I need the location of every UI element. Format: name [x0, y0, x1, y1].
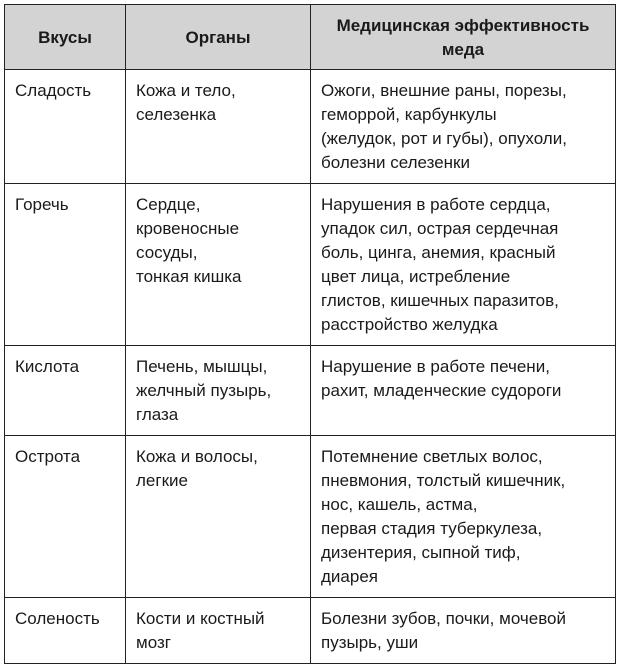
cell-taste: Острота	[5, 436, 126, 598]
table-header-row	[5, 5, 616, 70]
cell-honey-effect-line: дизентерия, сыпной тиф,	[321, 543, 521, 562]
cell-honey-effect-line: упадок сил, острая сердечная	[321, 219, 559, 238]
cell-taste: Сладость	[5, 70, 126, 184]
cell-honey-effect-line: пневмония, толстый кишечник,	[321, 471, 566, 490]
cell-honey-effect-line: первая стадия туберкулеза,	[321, 519, 543, 538]
cell-taste: Горечь	[5, 184, 126, 346]
header-tastes: Вкусы	[5, 5, 126, 70]
cell-honey-effect	[311, 346, 616, 436]
honey-taste-table	[4, 4, 616, 664]
header-organs: Органы	[126, 5, 311, 70]
cell-honey-effect	[311, 184, 616, 346]
cell-organs-line: кровеносные	[136, 219, 240, 238]
cell-honey-effect-line: (желудок, рот и губы), опухоли,	[321, 129, 567, 148]
cell-honey-effect-line: пузырь, уши	[321, 633, 419, 652]
cell-organs-line: селезенка	[136, 105, 217, 124]
cell-organs-line: Кости и костный	[136, 609, 265, 628]
cell-organs-line: тонкая кишка	[136, 267, 242, 286]
cell-honey-effect	[311, 70, 616, 184]
cell-honey-effect-line: Болезни зубов, почки, мочевой	[321, 609, 566, 628]
cell-organs-line: Печень, мышцы,	[136, 357, 268, 376]
cell-organs-line: желчный пузырь,	[136, 381, 272, 400]
header-honey-effect	[311, 5, 616, 70]
cell-taste: Соленость	[5, 598, 126, 664]
cell-honey-effect-line: нос, кашель, астма,	[321, 495, 478, 514]
cell-organs-line: мозг	[136, 633, 171, 652]
cell-honey-effect-line: болезни селезенки	[321, 153, 470, 172]
cell-honey-effect	[311, 598, 616, 664]
cell-honey-effect-line: цвет лица, истребление	[321, 267, 511, 286]
cell-organs-line: Сердце,	[136, 195, 201, 214]
cell-organs-line: легкие	[136, 471, 188, 490]
cell-honey-effect-line: Нарушение в работе печени,	[321, 357, 550, 376]
cell-organs-line: сосуды,	[136, 243, 198, 262]
cell-honey-effect-line: диарея	[321, 567, 378, 586]
header-honey-effect-line-2: меда	[441, 40, 485, 59]
cell-honey-effect-line: расстройство желудка	[321, 315, 498, 334]
cell-honey-effect-line: рахит, младенческие судороги	[321, 381, 562, 400]
cell-honey-effect-line: боль, цинга, анемия, красный	[321, 243, 556, 262]
cell-honey-effect-line: геморрой, карбункулы	[321, 105, 497, 124]
cell-organs	[126, 184, 311, 346]
cell-honey-effect-line: Нарушения в работе сердца,	[321, 195, 551, 214]
cell-organs-line: Кожа и волосы,	[136, 447, 258, 466]
cell-organs	[126, 70, 311, 184]
cell-honey-effect-line: Ожоги, внешние раны, порезы,	[321, 81, 567, 100]
cell-organs-line: глаза	[136, 405, 179, 424]
table-row	[5, 598, 616, 664]
cell-honey-effect-line: глистов, кишечных паразитов,	[321, 291, 559, 310]
header-honey-effect-line-1: Медицинская эффективность	[336, 16, 590, 35]
cell-organs	[126, 598, 311, 664]
cell-honey-effect-line: Потемнение светлых волос,	[321, 447, 543, 466]
table-row	[5, 70, 616, 184]
cell-taste: Кислота	[5, 346, 126, 436]
table-row	[5, 184, 616, 346]
table-row	[5, 346, 616, 436]
cell-honey-effect	[311, 436, 616, 598]
cell-organs	[126, 436, 311, 598]
cell-organs	[126, 346, 311, 436]
table-row	[5, 436, 616, 598]
cell-organs-line: Кожа и тело,	[136, 81, 236, 100]
